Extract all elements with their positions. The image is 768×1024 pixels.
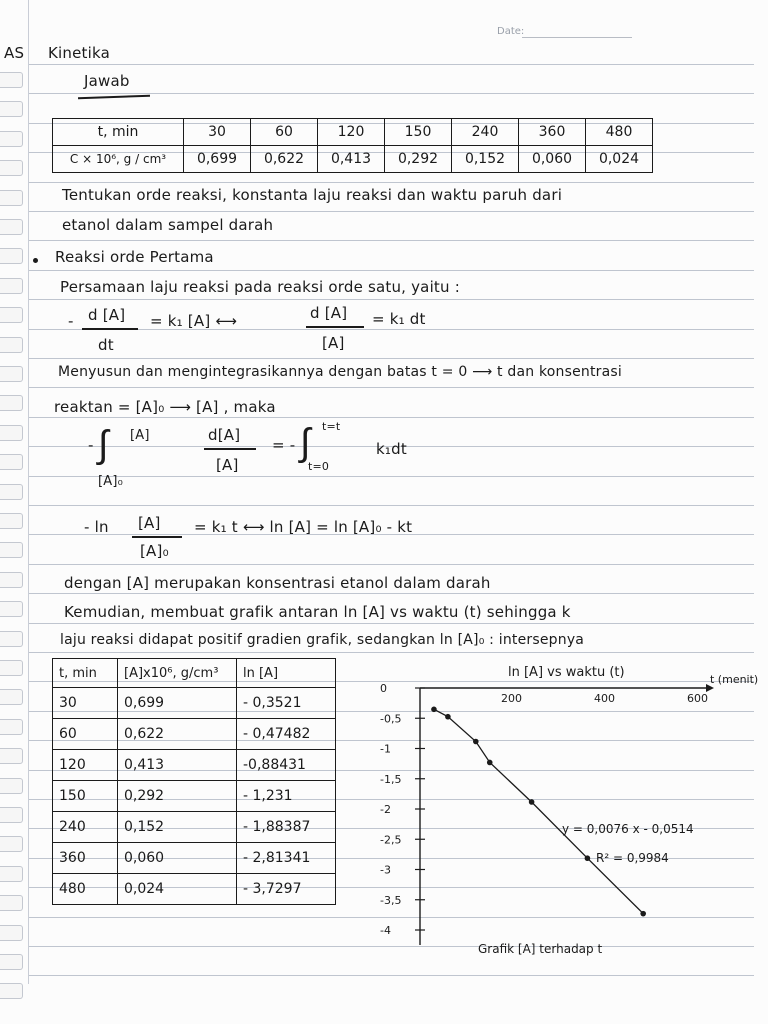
table-cell: 240 [452,119,519,146]
ruled-line [28,623,754,624]
x-tick-label: 200 [501,692,522,705]
ln-concentration-chart [360,650,765,970]
eq1-minus: - [68,312,74,330]
binder-hole [0,219,23,235]
binder-hole [0,190,23,206]
eq2-rhs-upper: t=t [322,420,341,433]
table-cell: 60 [53,719,118,750]
x-ticks [501,692,708,705]
binder-hole [0,337,23,353]
ruled-line [28,358,754,359]
table-cell: 30 [184,119,251,146]
eq3-rest: = k₁ t ⟷ ln [A] = ln [A]₀ - kt [194,518,413,536]
table-row [53,146,653,173]
table-row [53,843,336,874]
table-cell: 0,024 [586,146,653,173]
binder-hole [0,484,23,500]
binder-hole [0,866,23,882]
table-cell: 120 [53,750,118,781]
answer-heading: Jawab [84,72,130,90]
data-point [487,760,493,766]
data-point [431,707,437,713]
regression-equation: y = 0,0076 x - 0,0514 [562,822,694,836]
y-tick-label: -4 [380,924,391,937]
binder-hole [0,307,23,323]
table-row [53,119,653,146]
binder-hole [0,72,23,88]
note-line-1: dengan [A] merupakan konsentrasi etanol dalam darah [64,574,491,592]
ruled-line [28,64,754,65]
table-cell: - 2,81341 [237,843,336,874]
table-cell: 480 [53,874,118,905]
y-tick-label: -3,5 [380,893,402,907]
binder-hole [0,895,23,911]
r-squared: R² = 0,9984 [596,851,669,865]
ruled-line [28,476,754,477]
table-row [53,659,336,688]
table-cell: 0,152 [118,812,237,843]
note-line-3: laju reaksi didapat positif gradien grafik, sedangkan ln [A]₀ : intersepnya [60,632,585,648]
x-axis-label: t (menit) [710,673,759,686]
ruled-line [28,975,754,976]
data-line [434,709,643,913]
eq3-lhs: - ln [84,518,109,536]
question-line-1: Tentukan orde reaksi, konstanta laju reaksi dan waktu paruh dari [62,186,563,204]
binder-hole [0,925,23,941]
table-row [53,874,336,905]
table-row [53,750,336,781]
table-cell: 0,413 [318,146,385,173]
binder-hole [0,660,23,676]
eq2-equals: = - [272,436,296,454]
ruled-line [28,593,754,594]
data-point [640,911,646,917]
eq1-denominator-left: dt [98,336,114,354]
ruled-line [28,387,754,388]
table-cell: 120 [318,119,385,146]
table-cell: 0,152 [452,146,519,173]
ruled-line [28,299,754,300]
table-cell: 360 [519,119,586,146]
table-cell: - 0,3521 [237,688,336,719]
table-cell: 0,622 [251,146,318,173]
binder-hole [0,131,23,147]
binder-hole [0,719,23,735]
fraction-bar [132,536,182,538]
ruled-line [28,505,754,506]
table-cell: - 1,231 [237,781,336,812]
binder-hole [0,983,23,999]
ruled-line [28,564,754,565]
date-label: Date: [497,26,525,37]
binder-hole [0,366,23,382]
eq2-rhs-lower: t=0 [308,460,330,473]
reactant-line: reaktan = [A]₀ ⟶ [A] , maka [54,398,276,416]
binder-hole [0,425,23,441]
x-tick-label: 600 [687,692,708,705]
note-line-2: Kemudian, membuat grafik antaran ln [A] vs waktu (t) sehingga k [64,603,571,621]
integrate-line: Menyusun dan mengintegrasikannya dengan batas t = 0 ⟶ t dan konsentrasi [58,364,622,380]
eq2-numerator: d[A] [208,426,241,444]
ln-table [52,658,336,905]
fraction-bar [306,326,364,328]
y-ticks [380,682,425,937]
x-tick-label: 400 [594,692,615,705]
y-tick-label: -2 [380,803,391,816]
section-heading: Reaksi orde Pertama [55,248,214,266]
table-row [53,719,336,750]
eq2-upper-limit: [A] [130,428,150,443]
binder-hole [0,542,23,558]
table-cell: 0,060 [118,843,237,874]
eq2-denominator: [A] [216,456,239,474]
table-cell: 360 [53,843,118,874]
table-header-cell: ln [A] [237,659,336,688]
binder-hole [0,807,23,823]
table-cell: 0,699 [118,688,237,719]
table-row [53,688,336,719]
binder-hole [0,101,23,117]
y-tick-label: -0,5 [380,712,402,726]
table-row [53,781,336,812]
y-tick-label: -1 [380,742,391,756]
binder-hole [0,395,23,411]
binder-hole [0,836,23,852]
binder-hole [0,601,23,617]
eq1-numerator-right: d [A] [310,304,348,322]
table-cell: - 1,88387 [237,812,336,843]
eq3-numerator: [A] [138,514,161,532]
ruled-line [28,182,754,183]
binder-hole [0,689,23,705]
table-cell: -0,88431 [237,750,336,781]
binder-hole [0,954,23,970]
binder-hole [0,748,23,764]
eq2-minus: - [88,436,94,454]
topic-title: Kinetika [48,44,111,62]
data-point [473,739,479,745]
binder-hole [0,248,23,264]
table-cell: 0,413 [118,750,237,781]
page-label: AS [4,44,25,62]
table-cell: 150 [385,119,452,146]
table-cell: 0,292 [385,146,452,173]
table-cell: 150 [53,781,118,812]
table-cell: 0,699 [184,146,251,173]
y-tick-label: -1,5 [380,772,402,786]
table-cell: 60 [251,119,318,146]
table-cell: 30 [53,688,118,719]
eq1-numerator-left: d [A] [88,306,126,324]
table-cell: - 3,7297 [237,874,336,905]
binder-hole [0,278,23,294]
binder-hole [0,513,23,529]
eq3-denominator: [A]₀ [140,542,169,560]
bullet-dot [33,258,38,263]
data-point [529,799,535,805]
answer-underline [78,95,150,100]
date-line [522,37,632,38]
table-header-cell: C × 10⁶, g / cm³ [53,146,184,173]
binder-hole [0,454,23,470]
rate-intro: Persamaan laju reaksi pada reaksi orde satu, yaitu : [60,278,460,296]
table-cell: 480 [586,119,653,146]
binder-hole [0,160,23,176]
integral-sign-icon: ∫ [98,422,109,466]
ruled-line [28,211,754,212]
ruled-line [28,417,754,418]
eq2-rhs: k₁dt [376,440,407,458]
margin-line [28,0,29,984]
y-tick-label: -2,5 [380,833,402,847]
eq1-denominator-right: [A] [322,334,345,352]
table-row [53,812,336,843]
table-header-cell: t, min [53,119,184,146]
ruled-line [28,270,754,271]
data-point [585,855,591,861]
binder-hole [0,778,23,794]
table-cell: 0,060 [519,146,586,173]
table-cell: 240 [53,812,118,843]
chart-title: ln [A] vs waktu (t) [508,665,625,680]
eq1-right: = k₁ dt [372,310,426,328]
table-cell: 0,622 [118,719,237,750]
table-cell: 0,292 [118,781,237,812]
question-line-2: etanol dalam sampel darah [62,216,274,234]
table-header-cell: [A]x10⁶, g/cm³ [118,659,237,688]
table-header-cell: t, min [53,659,118,688]
fraction-bar [82,328,138,330]
table-cell: - 0,47482 [237,719,336,750]
ruled-line [28,93,754,94]
table-cell: 0,024 [118,874,237,905]
chart-caption: Grafik [A] terhadap t [478,942,603,956]
y-tick-label: -3 [380,863,391,877]
data-point [445,714,451,720]
eq1-middle: = k₁ [A] ⟷ [150,312,238,330]
eq2-lower-limit: [A]₀ [98,474,124,489]
integral-sign-icon: ∫ [300,420,311,464]
data-table [52,118,653,173]
fraction-bar [204,448,256,450]
binder-hole [0,631,23,647]
binder-hole [0,572,23,588]
y-tick-label: 0 [380,682,387,695]
ruled-line [28,240,754,241]
